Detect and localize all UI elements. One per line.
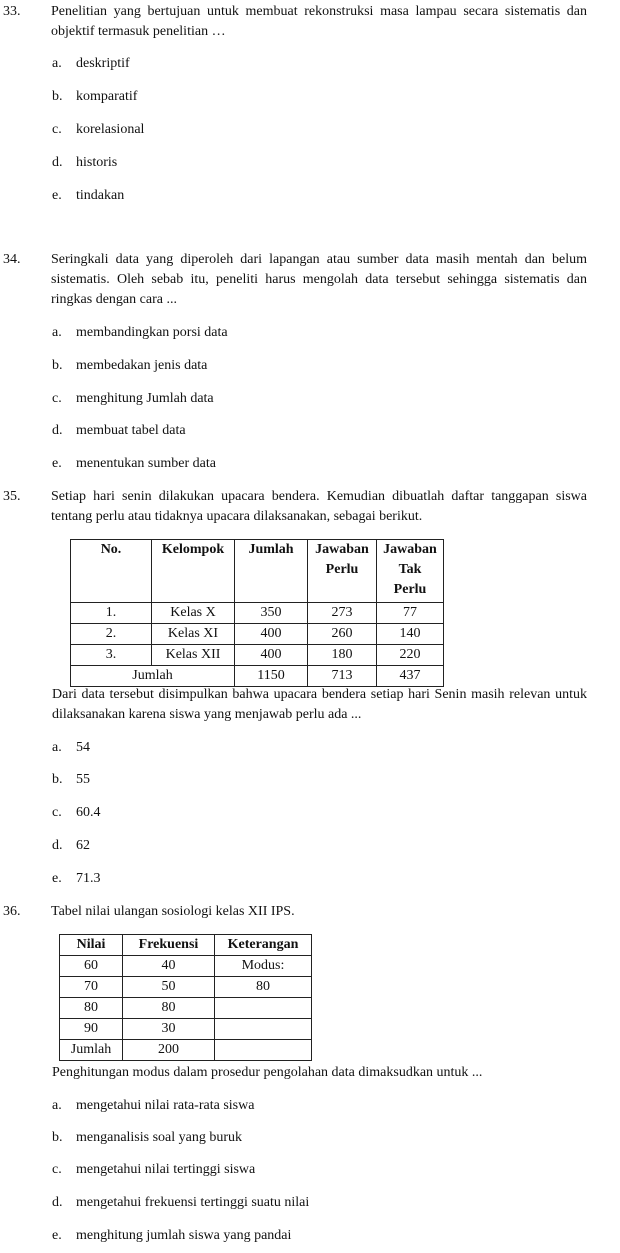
table-header: Kelompok [152, 540, 235, 603]
question-number: 36. [3, 904, 21, 919]
table-cell: 400 [235, 624, 308, 645]
table-cell: 90 [60, 1019, 123, 1040]
table-cell: 77 [377, 603, 444, 624]
table-cell: 80 [60, 998, 123, 1019]
option-text: 62 [76, 838, 90, 853]
table-cell: 80 [215, 977, 312, 998]
table-header: Jumlah [235, 540, 308, 603]
question-36-stem [3, 902, 587, 922]
option-b[interactable] [52, 770, 90, 790]
option-letter: a. [52, 1098, 62, 1113]
option-letter: e. [52, 871, 62, 886]
table-cell: Kelas XI [152, 624, 235, 645]
question-number: 35. [3, 489, 21, 504]
option-text: korelasional [76, 122, 145, 137]
option-text: deskriptif [76, 56, 130, 71]
option-a[interactable] [52, 323, 228, 343]
table-cell [215, 1040, 312, 1061]
option-letter: b. [52, 1130, 63, 1145]
option-letter: b. [52, 89, 63, 104]
table-header: Nilai [60, 935, 123, 956]
option-letter: e. [52, 1228, 62, 1243]
option-letter: a. [52, 325, 62, 340]
option-b[interactable] [52, 87, 137, 107]
option-c[interactable] [52, 803, 101, 823]
table-cell: Modus: [215, 956, 312, 977]
option-text: 55 [76, 772, 90, 787]
question-35-stem [3, 487, 587, 527]
option-b[interactable] [52, 356, 207, 376]
table-row [71, 624, 444, 645]
option-text: membuat tabel data [76, 423, 186, 438]
option-d[interactable] [52, 836, 90, 856]
option-letter: d. [52, 155, 63, 170]
option-text: 71.3 [76, 871, 101, 886]
option-a[interactable] [52, 1096, 254, 1116]
option-text: historis [76, 155, 118, 170]
table-row [60, 956, 312, 977]
table-header: Keterangan [215, 935, 312, 956]
option-text: mengetahui nilai tertinggi siswa [76, 1162, 256, 1177]
question-text: Penelitian yang bertujuan untuk membuat rekonstruksi masa lampau secara sistematis dan objektif termasuk penelitian … [51, 4, 587, 39]
response-table [70, 539, 444, 687]
score-table [59, 934, 312, 1061]
option-c[interactable] [52, 120, 144, 140]
table-header: No. [71, 540, 152, 603]
option-d[interactable] [52, 1193, 309, 1213]
question-text: Setiap hari senin dilakukan upacara bendera. Kemudian dibuatlah daftar tanggapan siswa tentang perlu atau tidaknya upacara dilaksanakan, sebagai berikut. [51, 489, 587, 524]
table-cell: 50 [123, 977, 215, 998]
option-text: membedakan jenis data [76, 358, 208, 373]
table-cell: 180 [308, 645, 377, 666]
question-34-stem [3, 250, 587, 310]
table-cell: Kelas X [152, 603, 235, 624]
option-c[interactable] [52, 1160, 255, 1180]
table-header: Jawaban Perlu [308, 540, 377, 603]
table-row [71, 645, 444, 666]
table-cell: 140 [377, 624, 444, 645]
option-d[interactable] [52, 421, 186, 441]
option-e[interactable] [52, 1226, 291, 1246]
table-cell: 60 [60, 956, 123, 977]
option-e[interactable] [52, 454, 216, 474]
question-36-followup: Penghitungan modus dalam prosedur pengolahan data dimaksudkan untuk ... [52, 1065, 483, 1080]
table-cell: 350 [235, 603, 308, 624]
total-label: Jumlah [60, 1040, 123, 1061]
option-letter: e. [52, 188, 62, 203]
total-perlu: 713 [308, 666, 377, 687]
table-row [60, 1019, 312, 1040]
question-number: 34. [3, 252, 21, 267]
total-value: 200 [123, 1040, 215, 1061]
option-a[interactable] [52, 54, 130, 74]
option-letter: d. [52, 1195, 63, 1210]
option-letter: d. [52, 838, 63, 853]
table-row [71, 603, 444, 624]
option-a[interactable] [52, 738, 90, 758]
option-text: menentukan sumber data [76, 456, 216, 471]
question-35 [3, 487, 587, 527]
table-total-row [71, 666, 444, 687]
question-35-followup: Dari data tersebut disimpulkan bahwa upacara bendera setiap hari Senin masih relevan untuk dilaksanakan karena siswa yang menjawab perlu ada ... [52, 687, 587, 722]
table-cell: 80 [123, 998, 215, 1019]
question-text: Tabel nilai ulangan sosiologi kelas XII IPS. [51, 904, 295, 919]
total-label: Jumlah [71, 666, 235, 687]
question-text: Seringkali data yang diperoleh dari lapangan atau sumber data masih mentah dan belum sistematis. Oleh sebab itu, peneliti harus mengolah data tersebut sehingga sistematis dan ringkas dengan cara ... [51, 252, 587, 307]
option-letter: a. [52, 56, 62, 71]
option-text: 60.4 [76, 805, 101, 820]
table-cell: 30 [123, 1019, 215, 1040]
option-text: 54 [76, 740, 90, 755]
table-cell: 2. [71, 624, 152, 645]
option-text: komparatif [76, 89, 138, 104]
option-text: menganalisis soal yang buruk [76, 1130, 243, 1145]
table-header: Frekuensi [123, 935, 215, 956]
table-row [60, 977, 312, 998]
table-row [60, 998, 312, 1019]
option-c[interactable] [52, 389, 214, 409]
table-cell [215, 998, 312, 1019]
question-33-stem [3, 2, 587, 42]
table-cell: 220 [377, 645, 444, 666]
option-letter: c. [52, 1162, 62, 1177]
option-text: tindakan [76, 188, 125, 203]
option-text: menghitung Jumlah data [76, 391, 214, 406]
option-e[interactable] [52, 869, 101, 889]
table-cell: 3. [71, 645, 152, 666]
question-33 [3, 2, 587, 42]
option-d[interactable] [52, 153, 117, 173]
option-letter: c. [52, 122, 62, 137]
table-cell: 40 [123, 956, 215, 977]
option-text: mengetahui frekuensi tertinggi suatu nilai [76, 1195, 310, 1210]
option-b[interactable] [52, 1128, 242, 1148]
table-cell: Kelas XII [152, 645, 235, 666]
table-cell: 70 [60, 977, 123, 998]
option-letter: c. [52, 391, 62, 406]
table-cell [215, 1019, 312, 1040]
option-text: membandingkan porsi data [76, 325, 228, 340]
option-letter: b. [52, 358, 63, 373]
question-number: 33. [3, 4, 21, 19]
question-36 [3, 902, 587, 922]
option-letter: b. [52, 772, 63, 787]
option-text: mengetahui nilai rata-rata siswa [76, 1098, 255, 1113]
option-text: menghitung jumlah siswa yang pandai [76, 1228, 292, 1243]
table-total-row [60, 1040, 312, 1061]
option-letter: d. [52, 423, 63, 438]
table-cell: 1. [71, 603, 152, 624]
option-letter: e. [52, 456, 62, 471]
option-letter: a. [52, 740, 62, 755]
table-header: Jawaban Tak Perlu [377, 540, 444, 603]
question-34 [3, 250, 587, 310]
table-cell: 273 [308, 603, 377, 624]
option-letter: c. [52, 805, 62, 820]
table-cell: 400 [235, 645, 308, 666]
option-e[interactable] [52, 186, 124, 206]
table-cell: 260 [308, 624, 377, 645]
total-jumlah: 1150 [235, 666, 308, 687]
total-tak-perlu: 437 [377, 666, 444, 687]
